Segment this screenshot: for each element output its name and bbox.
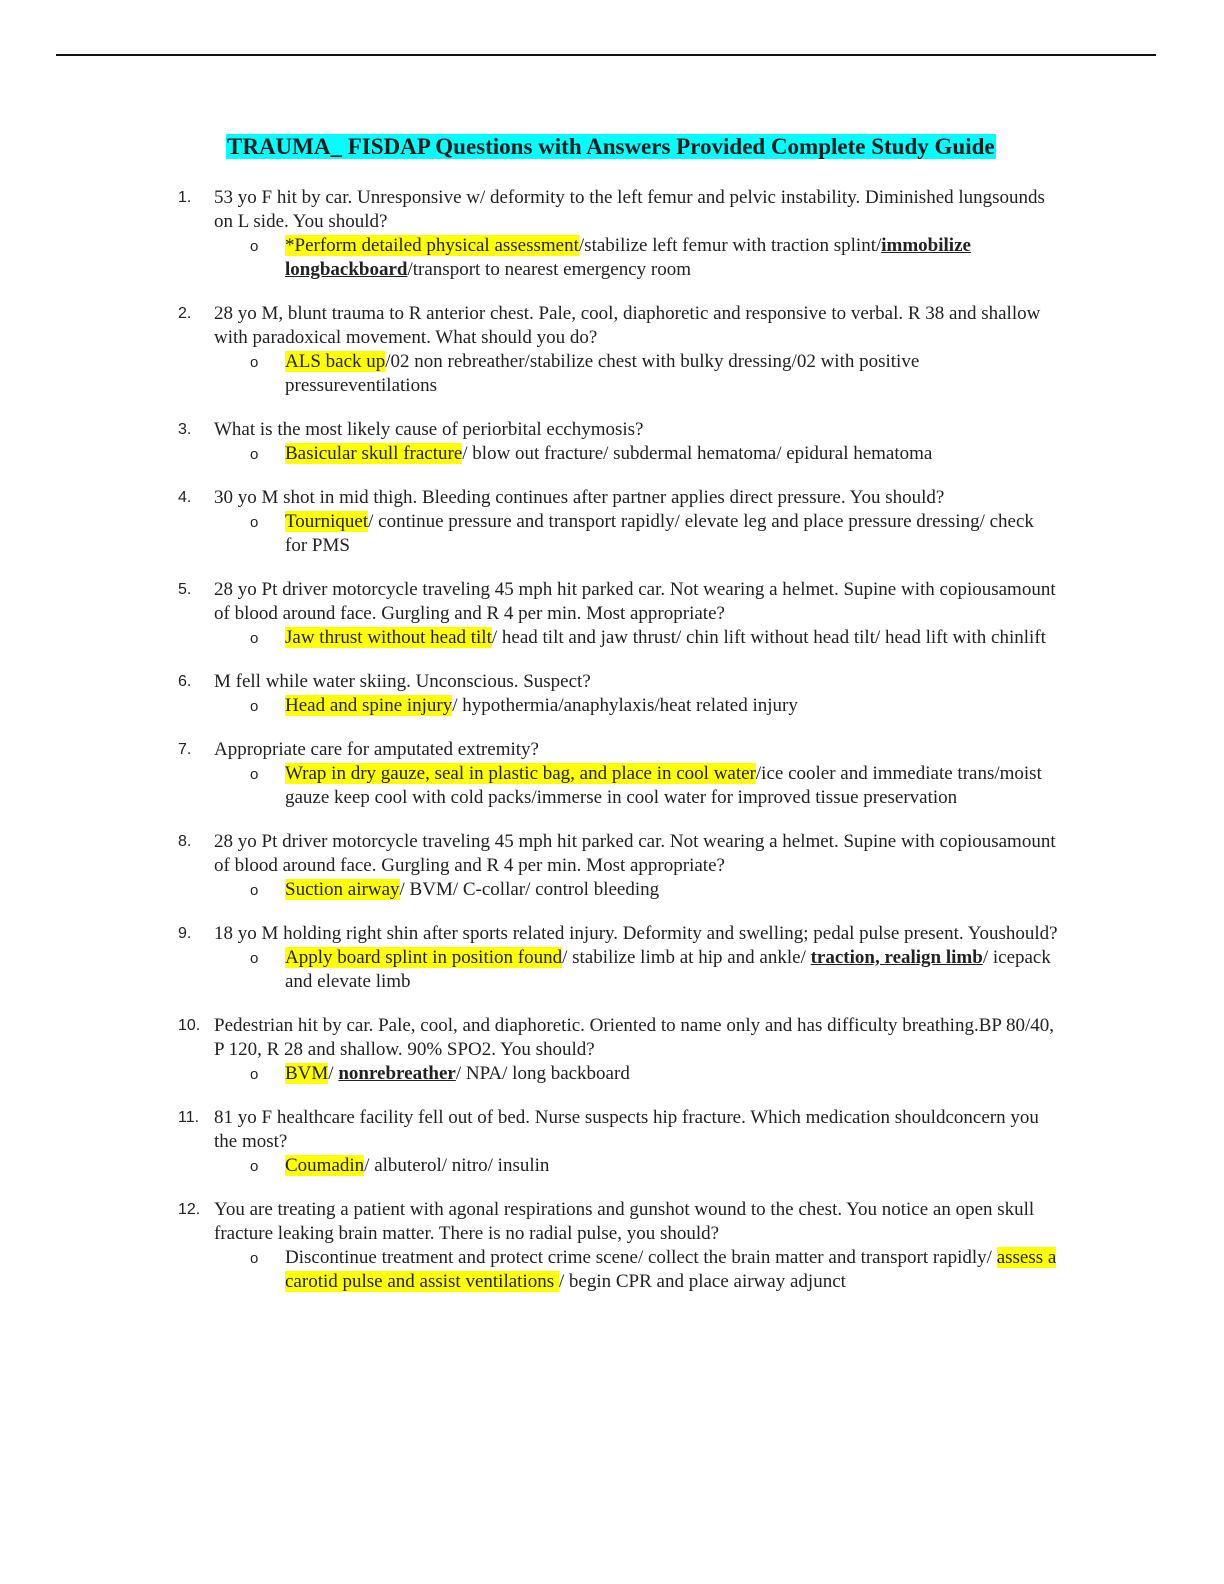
correct-answer-highlight: ALS back up (285, 351, 386, 372)
document-title: TRAUMA_ FISDAP Questions with Answers Provided Complete Study Guide (227, 134, 995, 159)
answer-line (214, 762, 1058, 810)
question-number: 6. (178, 673, 192, 690)
correct-answer-highlight: Coumadin (285, 1155, 365, 1176)
answer-line (214, 694, 1058, 718)
answer-text: / blow out fracture/ subdermal hematoma/ epidural hematoma (462, 443, 933, 464)
bullet-icon: o (250, 882, 259, 899)
question-number: 7. (178, 741, 192, 758)
bullet-icon: o (250, 698, 259, 715)
question-number: 12. (178, 1201, 201, 1218)
answer-line (214, 234, 1058, 282)
correct-answer-highlight: assess a carotid pulse and assist ventilations (285, 1247, 1057, 1292)
question-item (178, 922, 1058, 994)
answer-text: / icepack and elevate limb (285, 947, 1051, 992)
question-text: Appropriate care for amputated extremity? (214, 739, 539, 760)
answer-text: / hypothermia/anaphylaxis/heat related injury (452, 695, 798, 716)
answer-line (214, 510, 1058, 558)
question-item (178, 1198, 1058, 1294)
answer-text: / BVM/ C-collar/ control bleeding (399, 879, 660, 900)
question-number: 8. (178, 833, 192, 850)
answer-text: /transport to nearest emergency room (407, 259, 691, 280)
question-number: 2. (178, 305, 192, 322)
answer-text: / continue pressure and transport rapidly/ elevate leg and place pressure dressing/ check for PMS (285, 511, 1034, 556)
question-item (178, 830, 1058, 902)
question-list (178, 186, 1058, 1314)
answer-emphasis: nonrebreather (338, 1063, 456, 1084)
question-text: 28 yo Pt driver motorcycle traveling 45 mph hit parked car. Not wearing a helmet. Supine with copiousamount of blood around face. Gurgling and R 4 per min. Most appropriate? (214, 831, 1056, 876)
question-number: 11. (178, 1109, 200, 1126)
correct-answer-highlight: BVM (285, 1063, 329, 1084)
question-text: Pedestrian hit by car. Pale, cool, and diaphoretic. Oriented to name only and has difficulty breathing.BP 80/40, P 120, R 28 and shallow. 90% SPO2. You should? (214, 1015, 1055, 1060)
answer-text: / begin CPR and place airway adjunct (558, 1271, 846, 1292)
question-item (178, 578, 1058, 650)
question-item (178, 1014, 1058, 1086)
question-item (178, 486, 1058, 558)
question-text: What is the most likely cause of periorbital ecchymosis? (214, 419, 644, 440)
answer-line (214, 946, 1058, 994)
answer-line (214, 878, 1058, 902)
answer-emphasis: traction, realign limb (810, 947, 983, 968)
question-number: 3. (178, 421, 192, 438)
question-text: M fell while water skiing. Unconscious. Suspect? (214, 671, 591, 692)
correct-answer-highlight: Apply board splint in position found (285, 947, 563, 968)
bullet-icon: o (250, 1158, 259, 1175)
question-item (178, 670, 1058, 718)
bullet-icon: o (250, 238, 259, 255)
answer-line (214, 1154, 1058, 1178)
bullet-icon: o (250, 446, 259, 463)
bullet-icon: o (250, 630, 259, 647)
question-text: You are treating a patient with agonal respirations and gunshot wound to the chest. You notice an open skull fracture leaking brain matter. There is no radial pulse, you should? (214, 1199, 1035, 1244)
bullet-icon: o (250, 514, 259, 531)
correct-answer-highlight: *Perform detailed physical assessment (285, 235, 579, 256)
answer-text: /02 non rebreather/stabilize chest with bulky dressing/02 with positive pressureventilations (285, 351, 920, 396)
answer-line (214, 626, 1058, 650)
bullet-icon: o (250, 1066, 259, 1083)
title-block (226, 131, 1126, 163)
answer-text: / NPA/ long backboard (455, 1063, 630, 1084)
correct-answer-highlight: Head and spine injury (285, 695, 453, 716)
question-text: 30 yo M shot in mid thigh. Bleeding continues after partner applies direct pressure. You should? (214, 487, 945, 508)
answer-line (214, 350, 1058, 398)
answer-text: / head tilt and jaw thrust/ chin lift without head tilt/ head lift with chinlift (491, 627, 1046, 648)
answer-line (214, 442, 1058, 466)
question-number: 9. (178, 925, 192, 942)
answer-line (214, 1246, 1058, 1294)
question-number: 5. (178, 581, 192, 598)
answer-text: Discontinue treatment and protect crime scene/ collect the brain matter and transport rapidly/ (285, 1247, 997, 1268)
answer-text: /stabilize left femur with traction splint/ (578, 235, 882, 256)
answer-text: / albuterol/ nitro/ insulin (364, 1155, 550, 1176)
correct-answer-highlight: Suction airway (285, 879, 400, 900)
bullet-icon: o (250, 950, 259, 967)
question-item (178, 186, 1058, 282)
answer-text: / (328, 1063, 339, 1084)
question-number: 1. (178, 189, 192, 206)
question-item (178, 302, 1058, 398)
question-text: 28 yo M, blunt trauma to R anterior chest. Pale, cool, diaphoretic and responsive to verbal. R 38 and shallow with paradoxical movement. What should you do? (214, 303, 1041, 348)
question-text: 28 yo Pt driver motorcycle traveling 45 mph hit parked car. Not wearing a helmet. Supine with copiousamount of blood around face. Gurgling and R 4 per min. Most appropriate? (214, 579, 1056, 624)
correct-answer-highlight: Basicular skull fracture (285, 443, 463, 464)
bullet-icon: o (250, 354, 259, 371)
bullet-icon: o (250, 766, 259, 783)
answer-line (214, 1062, 1058, 1086)
answer-emphasis: immobilize longbackboard (285, 235, 971, 280)
question-item (178, 738, 1058, 810)
question-item (178, 1106, 1058, 1178)
correct-answer-highlight: Wrap in dry gauze, seal in plastic bag, and place in cool water (285, 763, 756, 784)
bullet-icon: o (250, 1250, 259, 1267)
header-rule (56, 54, 1156, 56)
answer-text: /ice cooler and immediate trans/moist gauze keep cool with cold packs/immerse in cool water for improved tissue preservation (285, 763, 1042, 808)
question-text: 81 yo F healthcare facility fell out of bed. Nurse suspects hip fracture. Which medication shouldconcern you the most? (214, 1107, 1039, 1152)
question-item (178, 418, 1058, 466)
question-text: 53 yo F hit by car. Unresponsive w/ deformity to the left femur and pelvic instability. Diminished lungsounds on L side. You should? (214, 187, 1045, 232)
correct-answer-highlight: Jaw thrust without head tilt (285, 627, 492, 648)
question-number: 10. (178, 1017, 201, 1034)
question-text: 18 yo M holding right shin after sports related injury. Deformity and swelling; pedal pulse present. Youshould? (214, 923, 1058, 944)
correct-answer-highlight: Tourniquet (285, 511, 369, 532)
answer-text: / stabilize limb at hip and ankle/ (562, 947, 811, 968)
question-number: 4. (178, 489, 192, 506)
